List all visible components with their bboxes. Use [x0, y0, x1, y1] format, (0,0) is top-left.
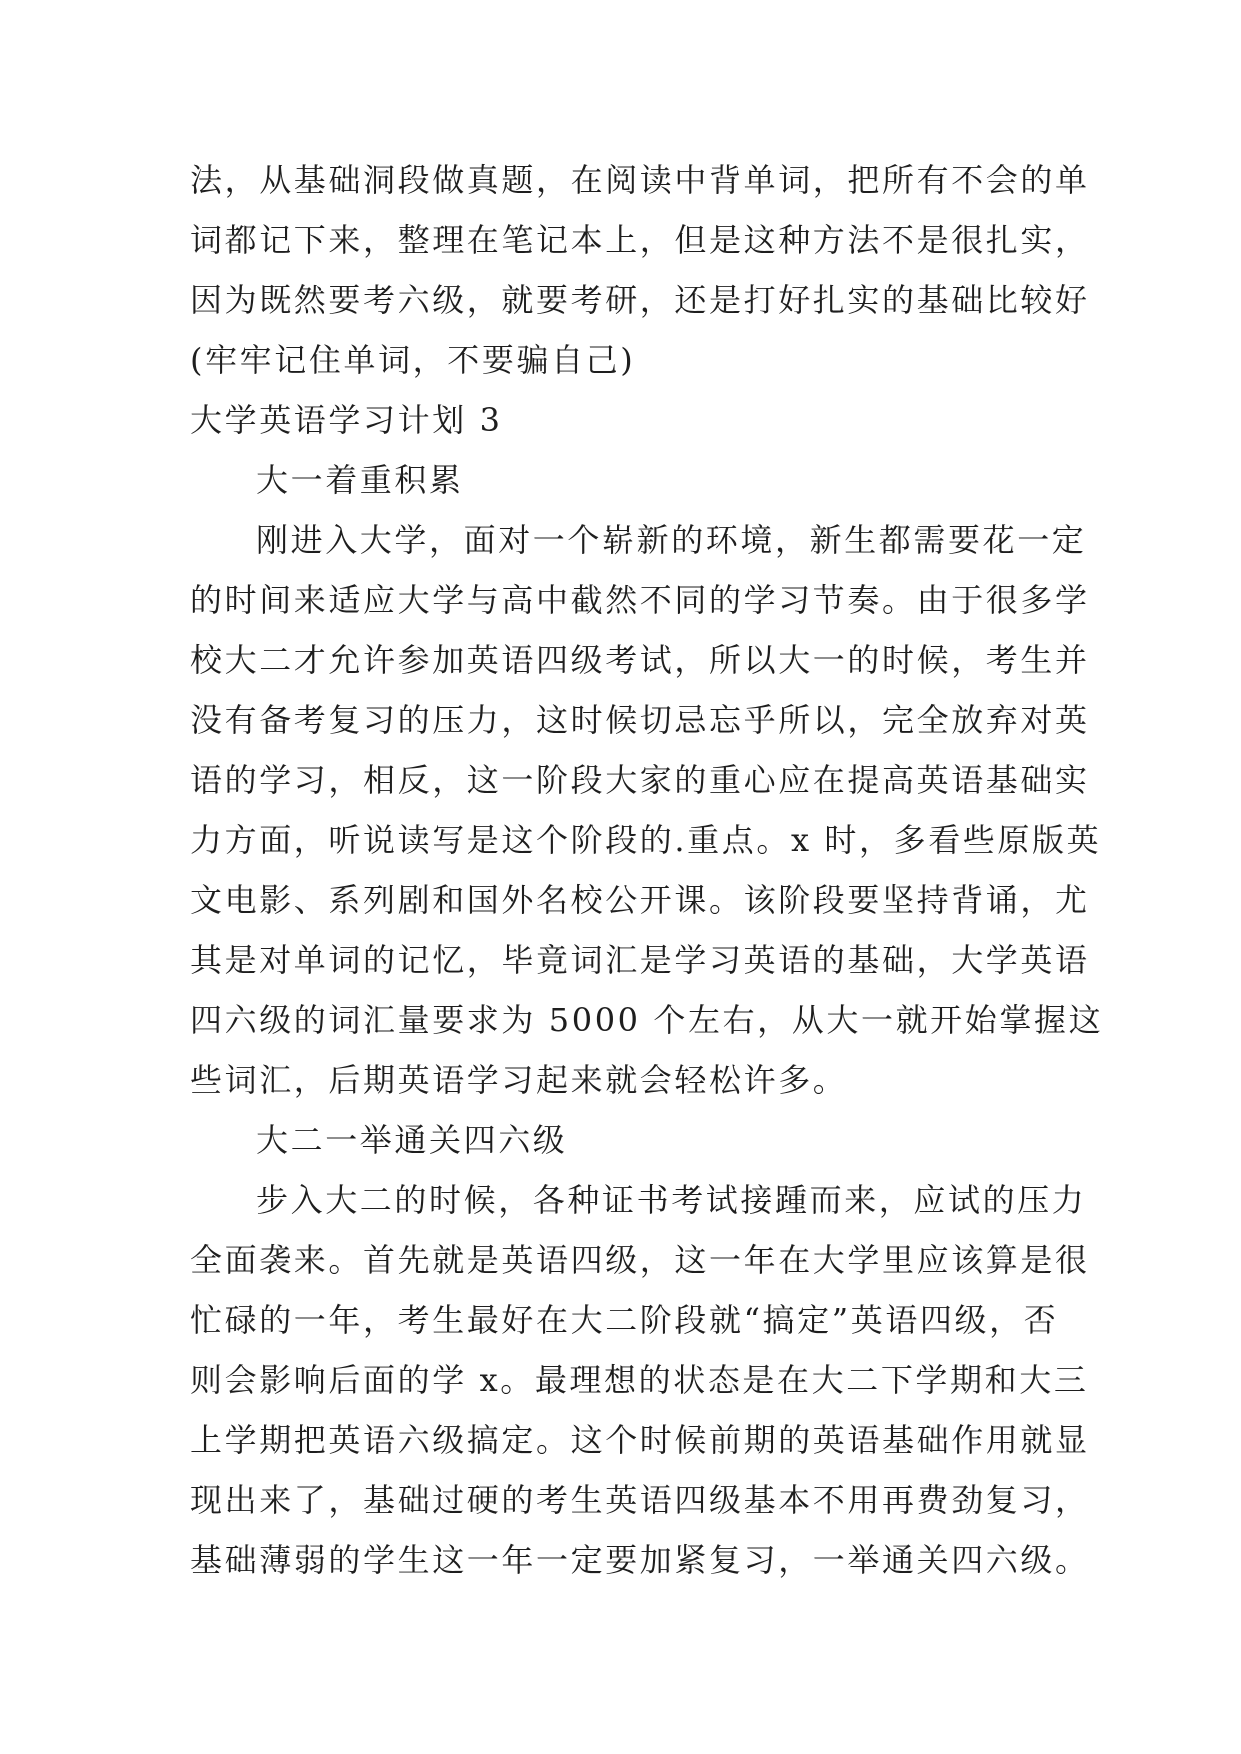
- text-line: 上学期把英语六级搞定。这个时候前期的英语基础作用就显: [190, 1421, 1090, 1459]
- text-line: 四六级的词汇量要求为 5000 个左右，从大一就开始掌握这: [190, 1001, 1104, 1039]
- document-body: [190, 150, 1104, 1590]
- text-line: 的时间来适应大学与高中截然不同的学习节奏。由于很多学: [190, 581, 1090, 619]
- text-line: 校大二才允许参加英语四级考试，所以大一的时候，考生并: [190, 641, 1090, 679]
- text-line: 词都记下来，整理在笔记本上，但是这种方法不是很扎实，: [190, 221, 1090, 259]
- text-line: 文电影、系列剧和国外名校公开课。该阶段要坚持背诵，尤: [190, 881, 1090, 919]
- text-line: 法，从基础洞段做真题，在阅读中背单词，把所有不会的单: [190, 161, 1090, 199]
- text-line: 大二一举通关四六级: [256, 1121, 568, 1159]
- text-line: 则会影响后面的学 x。最理想的状态是在大二下学期和大三: [190, 1361, 1089, 1399]
- text-line: 些词汇，后期英语学习起来就会轻松许多。: [190, 1061, 848, 1099]
- text-line: 基础薄弱的学生这一年一定要加紧复习，一举通关四六级。: [190, 1541, 1090, 1579]
- text-line: 其是对单词的记忆，毕竟词汇是学习英语的基础，大学英语: [190, 941, 1090, 979]
- text-line: 步入大二的时候，各种证书考试接踵而来，应试的压力: [256, 1181, 1087, 1219]
- text-line: (牢牢记住单词，不要骗自己): [190, 341, 636, 379]
- text-line: 大学英语学习计划 3: [190, 401, 503, 439]
- text-line: 现出来了，基础过硬的考生英语四级基本不用再费劲复习，: [190, 1481, 1090, 1519]
- text-line: 全面袭来。首先就是英语四级，这一年在大学里应该算是很: [190, 1241, 1090, 1279]
- text-line: 因为既然要考六级，就要考研，还是打好扎实的基础比较好: [190, 281, 1090, 319]
- text-line: 忙碌的一年，考生最好在大二阶段就“搞定”英语四级，否: [190, 1301, 1059, 1339]
- text-line: 刚进入大学，面对一个崭新的环境，新生都需要花一定: [256, 521, 1087, 559]
- text-line: 没有备考复习的压力，这时候切忌忘乎所以，完全放弃对英: [190, 701, 1090, 739]
- text-line: 语的学习，相反，这一阶段大家的重心应在提高英语基础实: [190, 761, 1090, 799]
- text-line: 大一着重积累: [256, 461, 464, 499]
- text-line: 力方面，听说读写是这个阶段的.重点。x 时，多看些原版英: [190, 821, 1102, 859]
